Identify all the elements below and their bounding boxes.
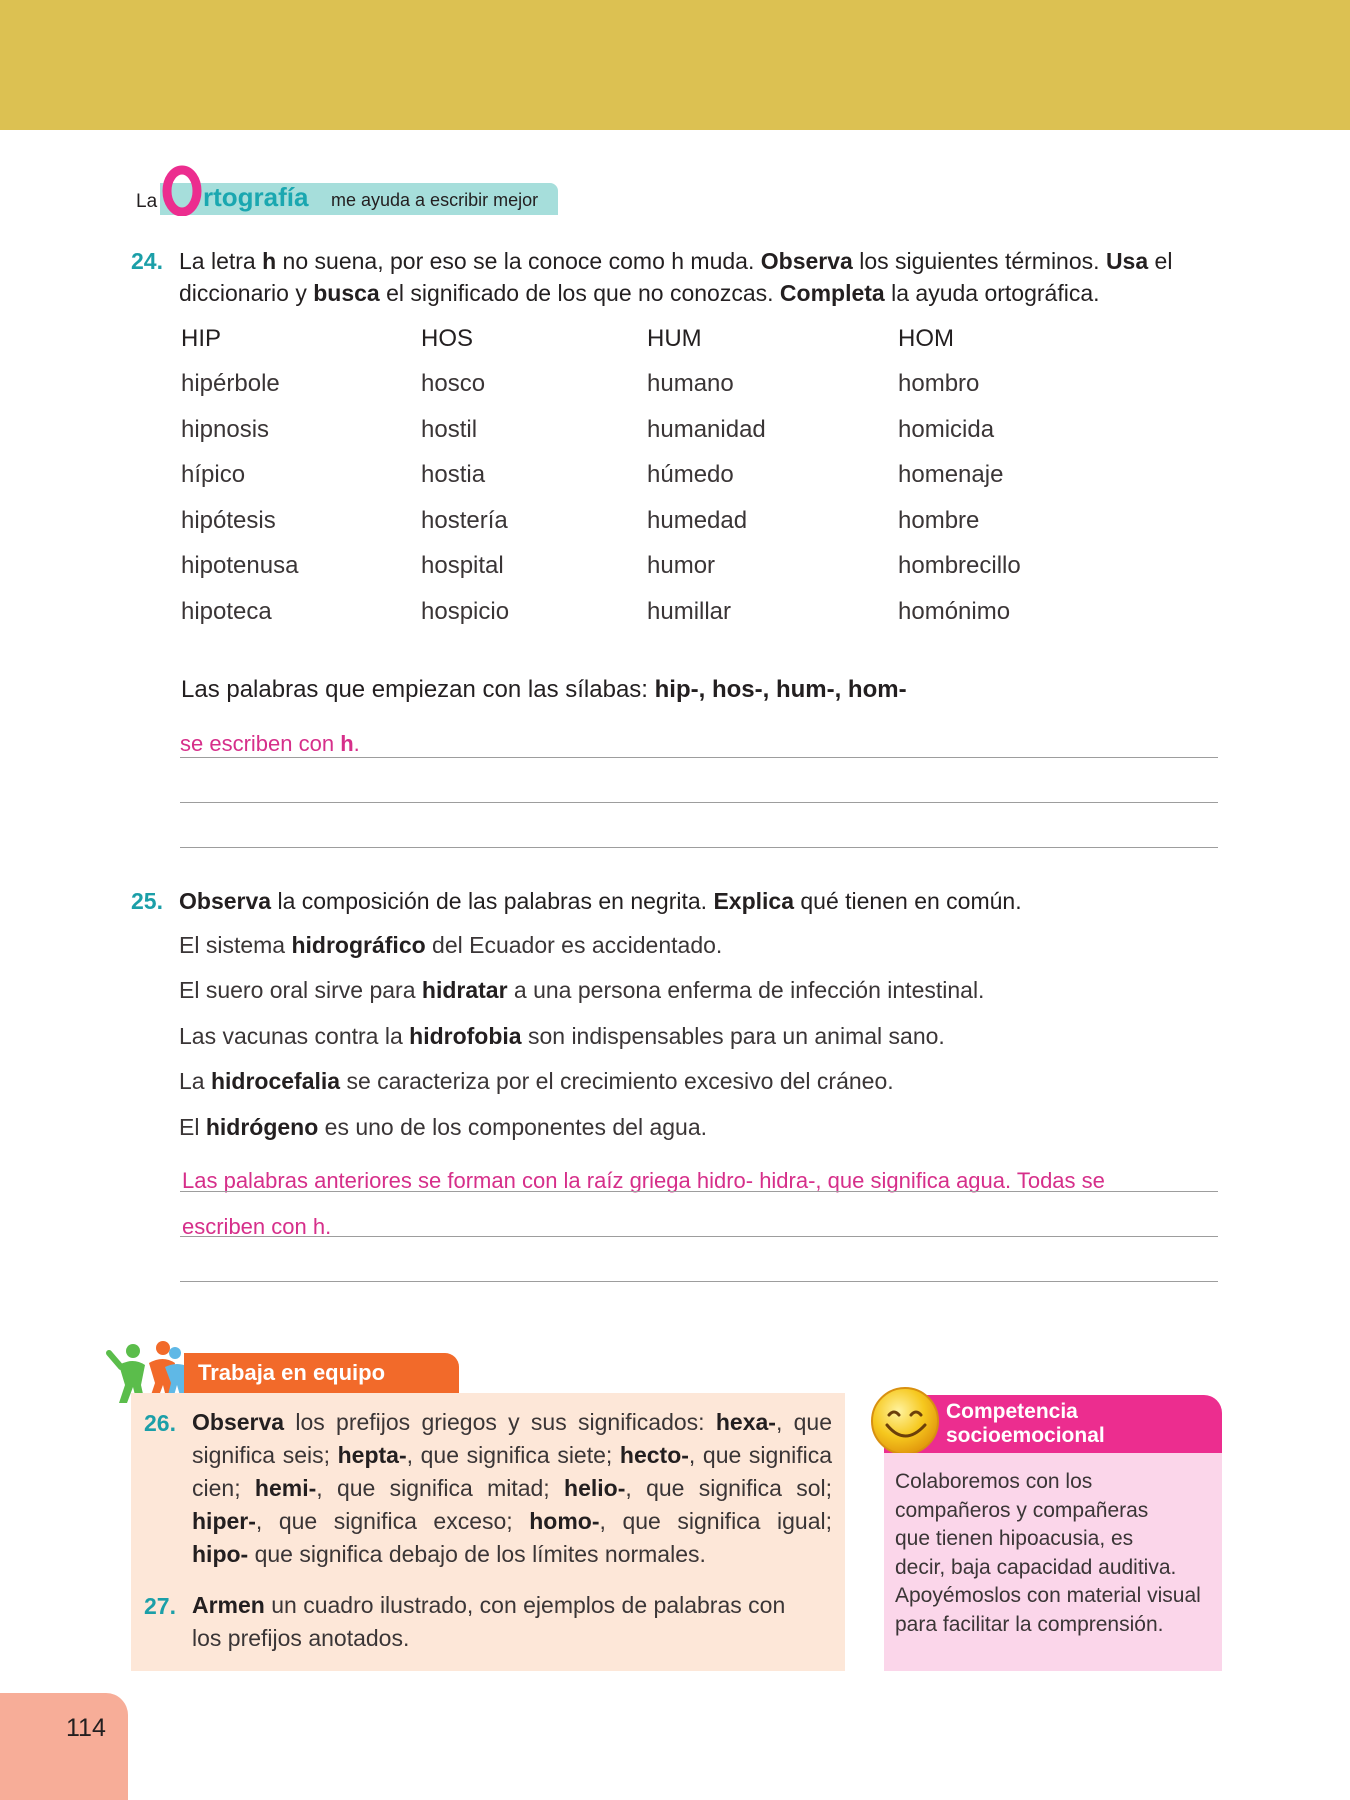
question-26-line [192, 1439, 832, 1472]
example-sentence: El hidrógeno es uno de los componentes del agua. [179, 1114, 708, 1140]
word-cell: humedad [647, 507, 748, 534]
prefix-term: hecto- [619, 1442, 689, 1468]
answer-line [180, 1236, 1218, 1237]
word-cell: hipoteca [181, 598, 272, 625]
text-run: , que [775, 1409, 832, 1435]
word-cell: humillar [647, 598, 732, 625]
word-cell: hostia [421, 461, 486, 488]
prefix-term: helio- [564, 1475, 626, 1501]
answer-24: se escriben con h. [180, 731, 360, 756]
word-cell: hipnosis [181, 416, 270, 443]
question-25-number: 25. [131, 888, 163, 914]
page-number-tab [0, 1693, 128, 1800]
text-run: los prefijos griegos y sus significados: [284, 1409, 716, 1435]
answer-line [180, 1191, 1218, 1192]
word-cell: homicida [898, 416, 995, 443]
question-26-text [192, 1406, 832, 1571]
page-number: 114 [66, 1714, 106, 1742]
banner-subtitle: me ayuda a escribir mejor [331, 190, 539, 210]
text-run: cien; [192, 1475, 255, 1501]
competencia-text: Colaboremos con los compañeros y compañeras que tienen hipoacusia, es decir, baja capacidad auditiva. Apoyémoslos con material visual para facilitar la comprensión. [895, 1470, 1201, 1636]
question-26-line [192, 1505, 832, 1538]
smiley-face-icon [869, 1385, 941, 1457]
text-run: , que significa [688, 1442, 833, 1468]
example-sentence: El sistema hidrográfico del Ecuador es accidentado. [179, 932, 723, 958]
text-run: , que significa exceso; [255, 1508, 530, 1534]
word-cell: hostería [421, 507, 508, 534]
question-26-line [192, 1472, 832, 1505]
team-title: Trabaja en equipo [198, 1360, 386, 1385]
question-27-number: 27. [144, 1593, 176, 1619]
word-cell: hospicio [421, 598, 510, 625]
question-24-number: 24. [131, 248, 163, 274]
column-header-hum: HUM [647, 325, 702, 352]
answer-25-line-2: escriben con h. [182, 1214, 332, 1239]
word-cell: hostil [421, 416, 478, 443]
example-sentence: Las vacunas contra la hidrofobia son indispensables para un animal sano. [179, 1023, 945, 1049]
question-24-line-1: La letra h no suena, por eso se la conoce como h muda. Observa los siguientes términos. Usa el [179, 248, 1173, 274]
word-cell: húmedo [647, 461, 734, 488]
answer-line [180, 802, 1218, 803]
text-run: significa seis; [192, 1442, 338, 1468]
spelling-rule: Las palabras que empiezan con las sílabas: hip-, hos-, hum-, hom- [181, 676, 907, 703]
banner-big-o-icon [160, 162, 204, 216]
answer-25-line-1: Las palabras anteriores se forman con la raíz griega hidro- hidra-, que significa agua. Todas se [182, 1168, 1105, 1193]
prefix-term: hepta- [337, 1442, 407, 1468]
word-cell: hípico [181, 461, 246, 488]
text-run: , que significa siete; [406, 1442, 620, 1468]
text-run: , que significa igual; [599, 1508, 833, 1534]
word-cell: hombre [898, 507, 980, 534]
column-header-hos: HOS [421, 325, 474, 352]
column-header-hip: HIP [181, 325, 222, 352]
word-cell: hipérbole [181, 370, 280, 397]
word-cell: hospital [421, 552, 504, 579]
answer-line [180, 1281, 1218, 1282]
question-26-line [192, 1406, 832, 1439]
text-run: , que significa mitad; [316, 1475, 565, 1501]
word-cell: hombro [898, 370, 980, 397]
example-sentence: La hidrocefalia se caracteriza por el crecimiento excesivo del cráneo. [179, 1068, 894, 1094]
word-cell: hombrecillo [898, 552, 1021, 579]
question-25-intro: Observa la composición de las palabras en negrita. Explica qué tienen en común. [179, 888, 1022, 914]
word-cell: humanidad [647, 416, 766, 443]
competencia-title: Competencia socioemocional [946, 1400, 1105, 1447]
question-26-number: 26. [144, 1410, 176, 1436]
prefix-term: Observa [192, 1409, 285, 1435]
top-color-band [0, 0, 1350, 130]
word-cell: hipótesis [181, 507, 276, 534]
answer-line [180, 847, 1218, 848]
word-cell: humano [647, 370, 734, 397]
question-24-line-2: diccionario y busca el significado de los que no conozcas. Completa la ayuda ortográfica. [179, 280, 1100, 306]
word-cell: humor [647, 552, 716, 579]
word-cell: hosco [421, 370, 486, 397]
word-cell: hipotenusa [181, 552, 299, 579]
question-26-line [192, 1538, 832, 1571]
banner-la: La [136, 191, 158, 212]
prefix-term: hiper- [192, 1508, 256, 1534]
word-cell: homenaje [898, 461, 1004, 488]
answer-line [180, 757, 1218, 758]
prefix-term: homo- [529, 1508, 600, 1534]
prefix-term: hemi- [254, 1475, 317, 1501]
word-cell: homónimo [898, 598, 1011, 625]
question-27-text: Armen un cuadro ilustrado, con ejemplos de palabras con los prefijos anotados. [192, 1592, 786, 1651]
banner-title: rtografía [203, 182, 309, 212]
column-header-hom: HOM [898, 325, 954, 352]
prefix-term: hipo- [192, 1541, 249, 1567]
example-sentence: El suero oral sirve para hidratar a una persona enferma de infección intestinal. [179, 977, 985, 1003]
prefix-term: hexa- [715, 1409, 776, 1435]
text-run: que significa debajo de los límites normales. [248, 1541, 706, 1567]
text-run: , que significa sol; [625, 1475, 832, 1501]
